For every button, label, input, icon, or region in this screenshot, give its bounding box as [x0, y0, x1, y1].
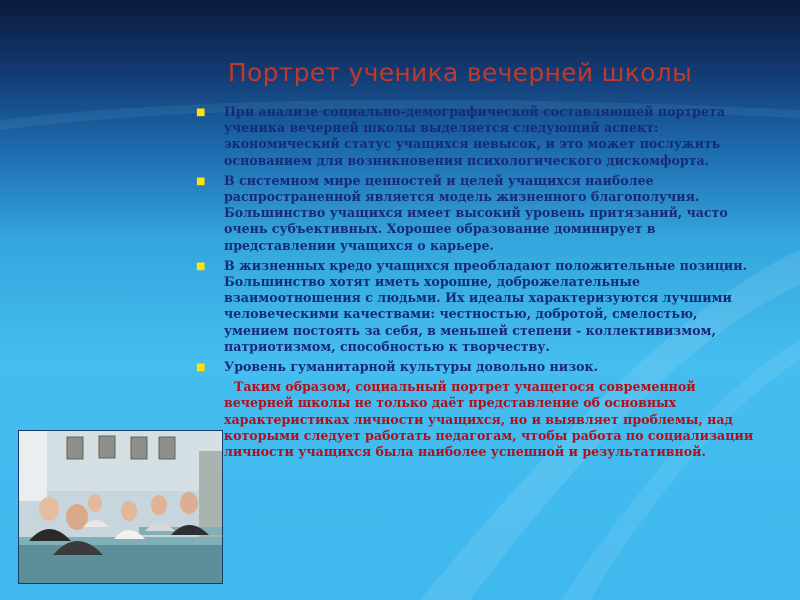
classroom-photo-image [19, 431, 222, 583]
slide-title: Портрет ученика вечерней школы [227, 58, 693, 87]
bullet-text: Уровень гуманитарной культуры довольно низок. [224, 359, 598, 375]
bullet-square-icon: ■ [196, 107, 206, 118]
bullet-item [196, 173, 761, 254]
bullet-item [196, 359, 761, 375]
bullet-text: В жизненных кредо учащихся преобладают положительные позиции. Большинство хотят иметь хорошие, доброжелательные взаимоотношения с людьми. Их идеалы характеризуются лучшими человеческими качествами: честностью, добротой, смелостью, умением постоять за себя, в меньшей степени - коллективизмом, патриотизмом, способностью к творчеству. [224, 257, 748, 354]
conclusion-text: Таким образом, социальный портрет учащегося современной вечерней школы не только даёт представление об основных характеристиках личности учащихся, но и выявляет проблемы, над которыми следует работать педагогам, чтобы работа по социализации личности учащихся была наиболее успешной и результативной. [224, 379, 754, 460]
bullet-square-icon: ■ [196, 260, 206, 272]
bullet-list [196, 104, 761, 464]
classroom-photo [18, 430, 223, 584]
bullet-text: При анализе социально-демографической составляющей портрета ученика вечерней школы выделяется следующий аспект: экономический статус учащихся невысок, и это может послужить основанием для возникновения психологического дискомфорта. [224, 104, 725, 168]
bullet-item [196, 258, 761, 355]
conclusion-item [196, 379, 761, 460]
bullet-item [196, 104, 761, 169]
bullet-text: В системном мире ценностей и целей учащихся наиболее распространенной является модель жизненного благополучия. Большинство учащихся имеет высокий уровень притязаний, часто очень субъективных. Хорошее образование доминирует в представлении учащихся о карьере. [224, 172, 728, 253]
bullet-square-icon: ■ [196, 175, 206, 187]
bullet-square-icon: ■ [196, 362, 206, 374]
